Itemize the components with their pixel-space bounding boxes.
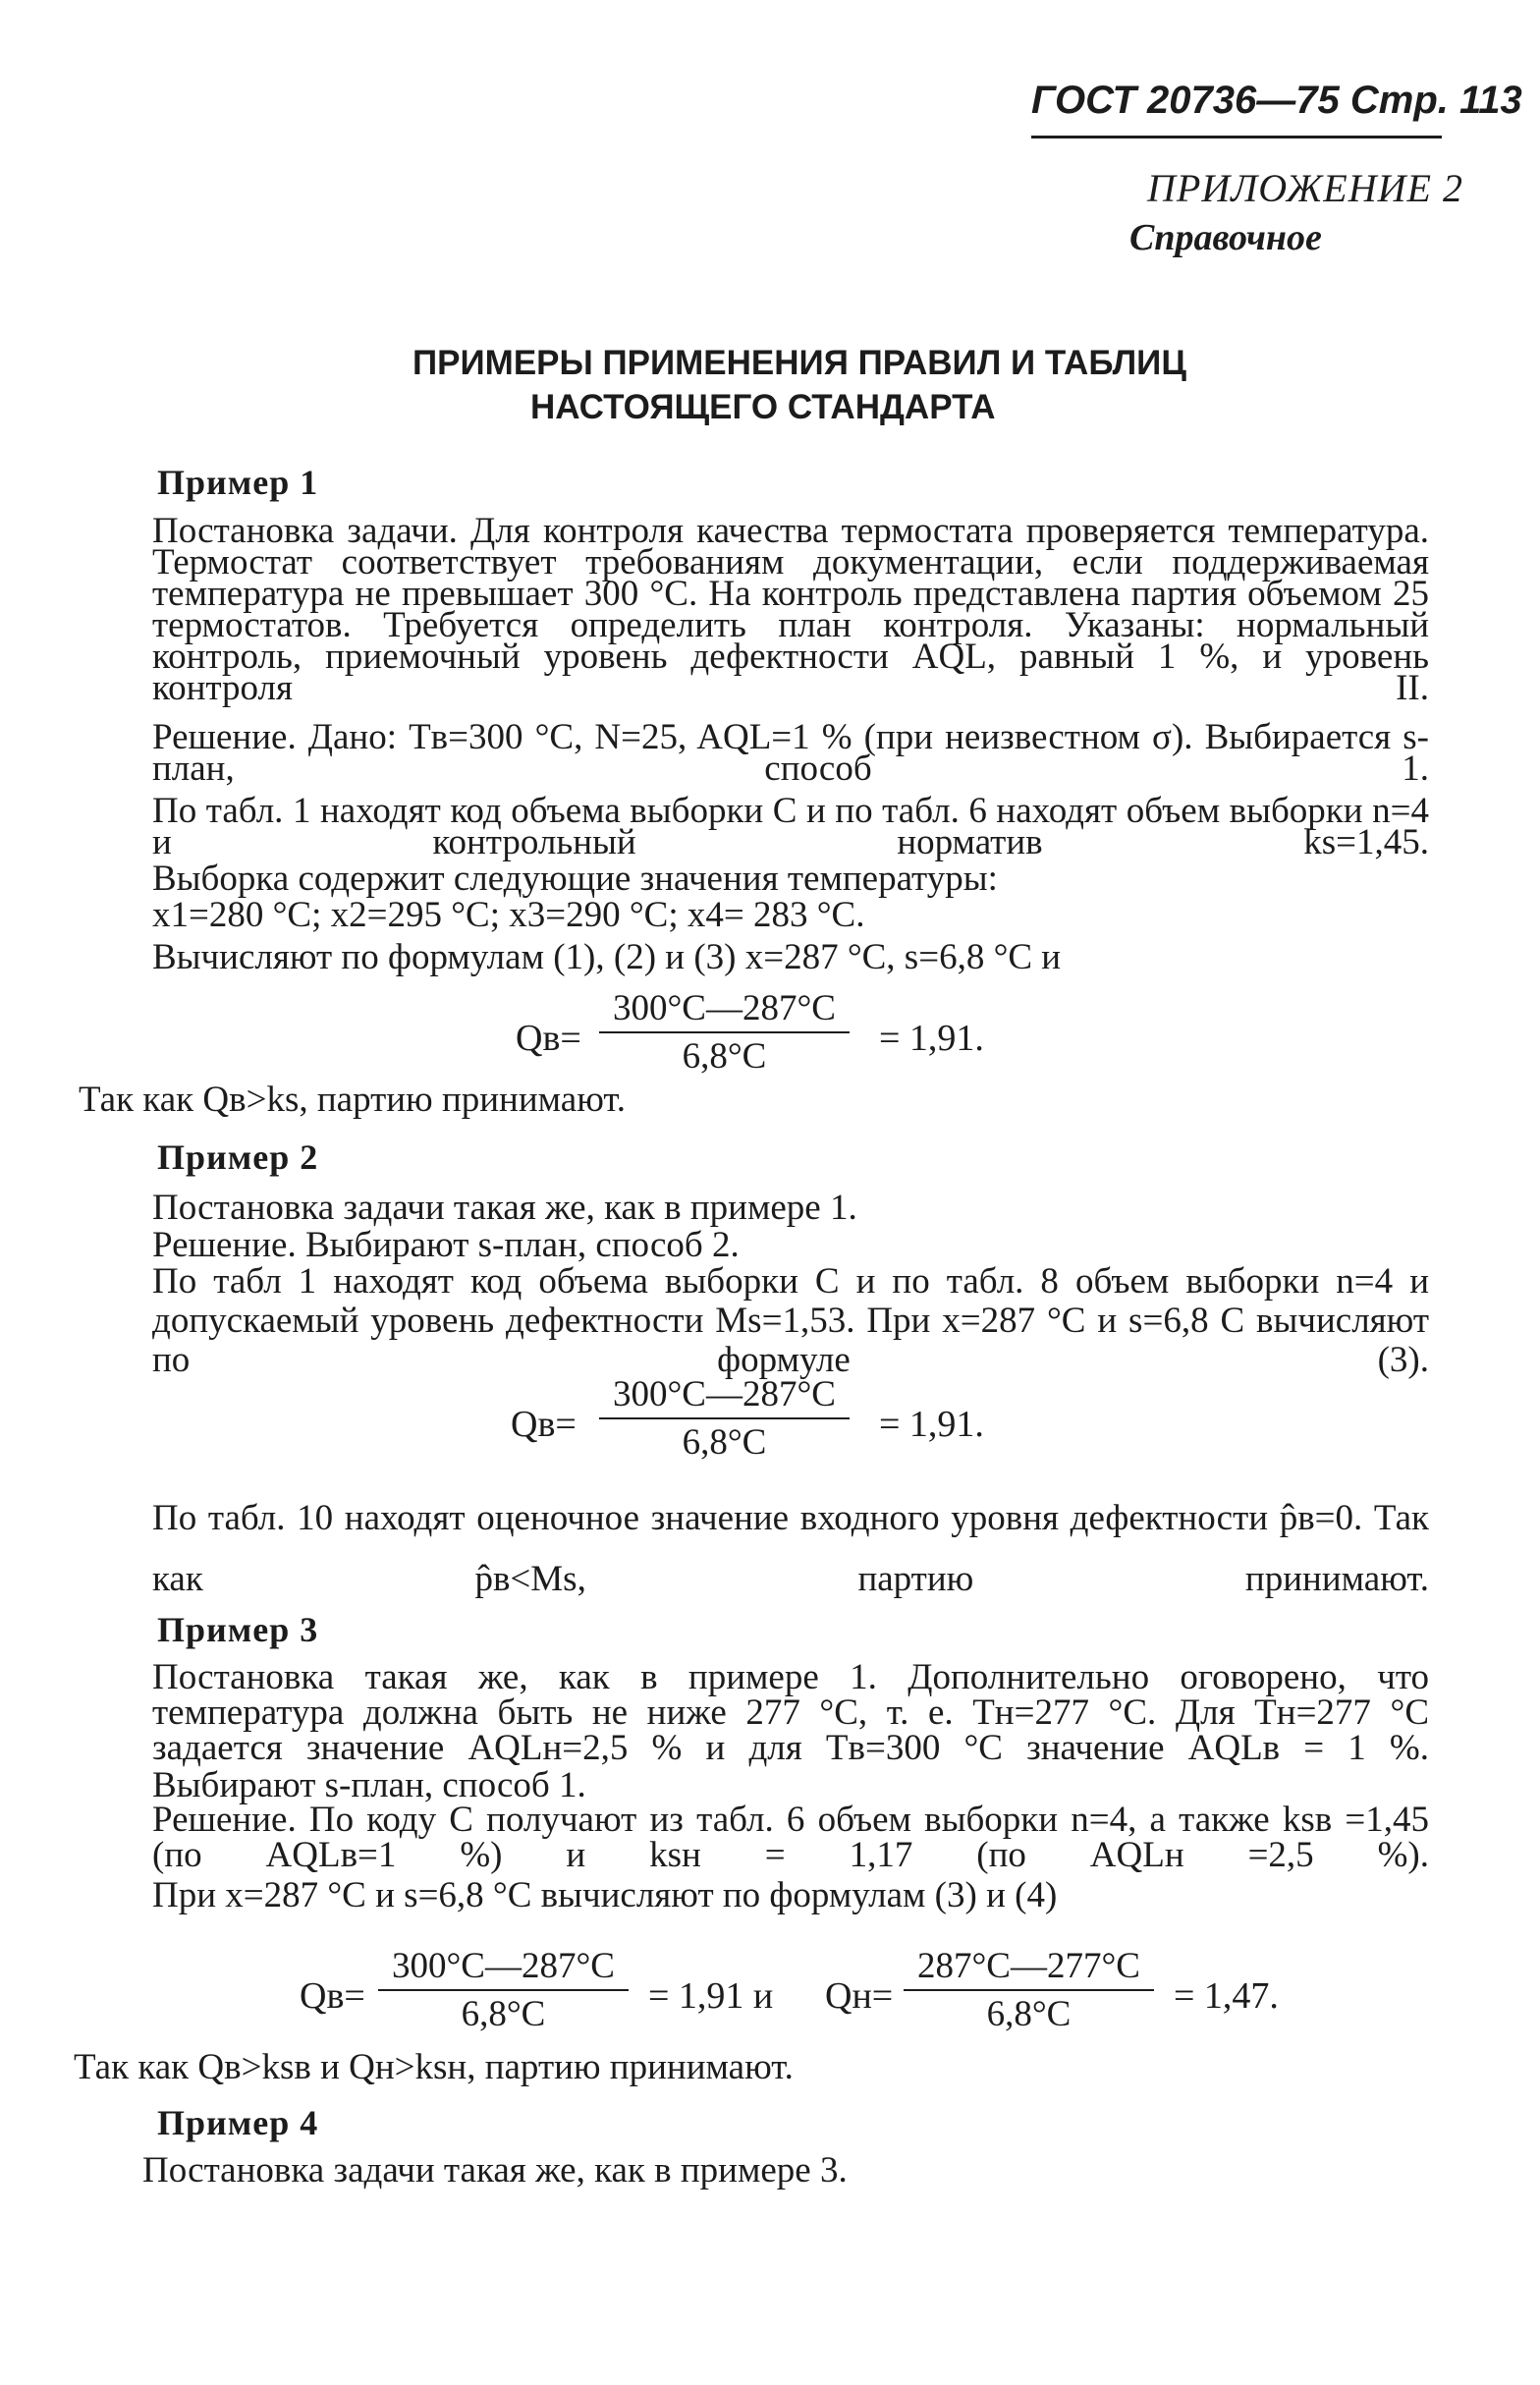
example3-formula1-fraction bbox=[378, 1945, 629, 2035]
example1-heading: Пример 1 bbox=[157, 463, 319, 502]
example3-formula2-fraction bbox=[904, 1945, 1154, 2035]
fraction-bar bbox=[378, 1989, 629, 1991]
example2-problem: Постановка задачи такая же, как в примере 1. bbox=[152, 1188, 857, 1228]
appendix-note: Справочное bbox=[1129, 217, 1322, 258]
fraction-bar bbox=[599, 1417, 850, 1419]
example3-formula1-rhs: = 1,91 и bbox=[648, 1975, 774, 2017]
example3-compute: При x=287 °С и s=6,8 °С вычисляют по формулам (3) и (4) bbox=[152, 1875, 1058, 1915]
example1-formula-rhs: = 1,91. bbox=[879, 1018, 984, 1059]
example3-formula1-denominator: 6,8°С bbox=[461, 1994, 546, 2034]
example2-heading: Пример 2 bbox=[157, 1137, 319, 1177]
appendix-label: ПРИЛОЖЕНИЕ 2 bbox=[1147, 166, 1463, 210]
example1-formula-denominator: 6,8°С bbox=[682, 1036, 767, 1077]
example1-problem: Постановка задачи. Для контроля качества термостата проверяется температура. Термостат соответствует требованиям документации, если поддерживаемая температура не превышает 300 °С. На контроль представлена партия объемом 25 термостатов. Требуется определить план контроля. Указаны: нормальный контроль, приемочный уровень дефектности AQL, равный 1 %, и уровень контроля II. bbox=[152, 511, 1429, 708]
example3-method: Выбирают s-план, способ 1. bbox=[152, 1765, 586, 1805]
example2-formula-denominator: 6,8°С bbox=[682, 1422, 767, 1463]
example3-formula2-numerator: 287°С—277°С bbox=[917, 1946, 1140, 1986]
example2-conclusion: По табл. 10 находят оценочное значение входного уровня дефектности p̂в=0. Так как p̂в<Ms, партию принимают. bbox=[152, 1498, 1429, 1599]
header-rule bbox=[1031, 136, 1442, 139]
example3-formula1-lhs: Qв= bbox=[300, 1975, 365, 2017]
example3-solution: Решение. По коду C получают из табл. 6 объем выборки n=4, а также ksв =1,45 (по AQLв=1 %) и ksн = 1,17 (по AQLн =2,5 %). bbox=[152, 1800, 1429, 1875]
document-reference: ГОСТ 20736—75 Стр. 113 bbox=[1031, 79, 1522, 122]
example1-sample-values: x1=280 °С; x2=295 °С; x3=290 °С; x4= 283 °С. bbox=[152, 895, 865, 935]
fraction-bar bbox=[904, 1989, 1154, 1991]
example4-heading: Пример 4 bbox=[157, 2103, 319, 2142]
example2-solution: Решение. Выбирают s-план, способ 2. bbox=[152, 1225, 740, 1265]
example3-heading: Пример 3 bbox=[157, 1610, 319, 1649]
example1-formula-numerator: 300°С—287°С bbox=[613, 988, 836, 1028]
example2-step1: По табл 1 находят код объема выборки C и по табл. 8 объем выборки n=4 и допускаемый уровень дефектности Ms=1,53. При x=287 °С и s=6,8 С вычисляют по формуле (3). bbox=[152, 1261, 1429, 1380]
example1-conclusion: Так как Qв>ks, партию принимают. bbox=[79, 1080, 627, 1120]
example1-sample-intro: Выборка содержит следующие значения температуры: bbox=[152, 859, 998, 899]
example3-formula1-numerator: 300°С—287°С bbox=[392, 1946, 615, 1986]
example2-formula-lhs: Qв= bbox=[511, 1404, 577, 1445]
example3-conclusion: Так как Qв>ksв и Qн>ksн, партию принимают. bbox=[74, 2047, 794, 2087]
example4-problem: Постановка задачи такая же, как в примере 3. bbox=[142, 2150, 848, 2191]
page-title-line2: НАСТОЯЩЕГО СТАНДАРТА bbox=[530, 388, 996, 426]
example2-formula-numerator: 300°С—287°С bbox=[613, 1374, 836, 1414]
example1-formula-fraction bbox=[599, 987, 850, 1078]
example1-solution: Решение. Дано: Tв=300 °С, N=25, AQL=1 % (при неизвестном σ). Выбирается s-план, способ 1. bbox=[152, 717, 1429, 789]
example3-problem: Постановка такая же, как в примере 1. Дополнительно оговорено, что температура должна быть не ниже 277 °С, т. е. Tн=277 °С. Для Tн=277 °С задается значение AQLн=2,5 % и для Tв=300 °С значение AQLв = 1 %. bbox=[152, 1657, 1429, 1768]
example1-compute: Вычисляют по формулам (1), (2) и (3) x=287 °С, s=6,8 °С и bbox=[152, 937, 1062, 977]
example3-formula2-rhs: = 1,47. bbox=[1174, 1975, 1279, 2017]
example1-step1: По табл. 1 находят код объема выборки C и по табл. 6 находят объем выборки n=4 и контрольный норматив ks=1,45. bbox=[152, 791, 1429, 862]
example2-formula-fraction bbox=[599, 1373, 850, 1464]
page-title-line1: ПРИМЕРЫ ПРИМЕНЕНИЯ ПРАВИЛ И ТАБЛИЦ bbox=[412, 344, 1186, 382]
fraction-bar bbox=[599, 1031, 850, 1033]
example2-formula-rhs: = 1,91. bbox=[879, 1404, 984, 1445]
example3-formula2-denominator: 6,8°С bbox=[986, 1994, 1072, 2034]
example1-formula-lhs: Qв= bbox=[516, 1018, 581, 1059]
example3-formula2-lhs: Qн= bbox=[825, 1975, 894, 2017]
